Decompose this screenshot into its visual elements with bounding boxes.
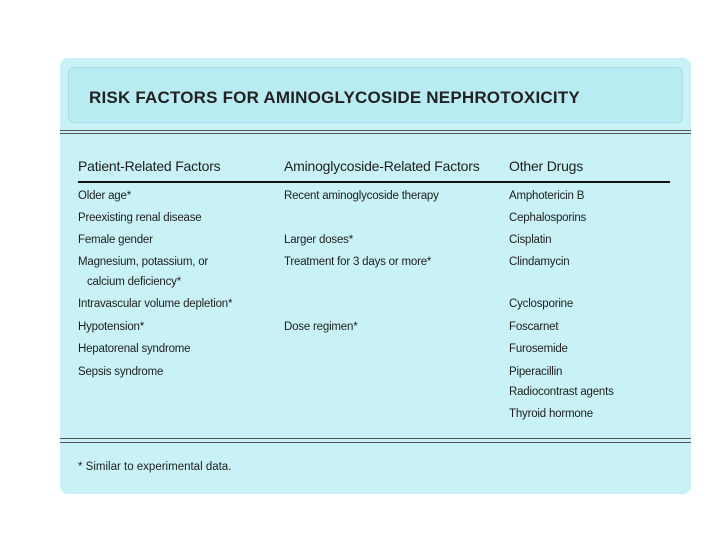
title-bar xyxy=(68,67,683,123)
other-drug: Thyroid hormone xyxy=(509,408,593,420)
footnote: * Similar to experimental data. xyxy=(78,461,232,473)
patient-factor: Hepatorenal syndrome xyxy=(78,343,191,355)
header-other-drugs: Other Drugs xyxy=(509,158,584,174)
other-drug: Piperacillin xyxy=(509,366,563,378)
patient-factor: Hypotension* xyxy=(78,321,145,333)
other-drug: Clindamycin xyxy=(509,256,570,268)
patient-factor: Intravascular volume depletion* xyxy=(78,298,233,310)
header-aminoglycoside-factors: Aminoglycoside-Related Factors xyxy=(284,158,480,174)
other-drug: Radiocontrast agents xyxy=(509,386,614,398)
other-drug: Furosemide xyxy=(509,343,568,355)
rule-table-bottom xyxy=(60,438,691,439)
rule-under-headers xyxy=(78,181,670,183)
other-drug: Foscarnet xyxy=(509,321,559,333)
rule-table-bottom-2 xyxy=(60,442,691,443)
patient-factor: Sepsis syndrome xyxy=(78,366,164,378)
aminoglycoside-factor: Recent aminoglycoside therapy xyxy=(284,190,439,202)
rule-under-title xyxy=(60,130,691,131)
rule-under-title-2 xyxy=(60,133,691,134)
patient-factor: Female gender xyxy=(78,234,153,246)
patient-factor: Older age* xyxy=(78,190,131,202)
aminoglycoside-factor: Dose regimen* xyxy=(284,321,358,333)
table-title: RISK FACTORS FOR AMINOGLYCOSIDE NEPHROTOXICITY xyxy=(89,88,580,107)
table-card xyxy=(60,58,691,494)
other-drug: Cephalosporins xyxy=(509,212,587,224)
patient-factor-continued: calcium deficiency* xyxy=(87,276,181,288)
other-drug: Cisplatin xyxy=(509,234,552,246)
patient-factor: Preexisting renal disease xyxy=(78,212,202,224)
patient-factor: Magnesium, potassium, or xyxy=(78,256,209,268)
other-drug: Cyclosporine xyxy=(509,298,574,310)
aminoglycoside-factor: Treatment for 3 days or more* xyxy=(284,256,432,268)
aminoglycoside-factor: Larger doses* xyxy=(284,234,353,246)
other-drug: Amphotericin B xyxy=(509,190,585,202)
header-patient-factors: Patient-Related Factors xyxy=(78,158,221,174)
